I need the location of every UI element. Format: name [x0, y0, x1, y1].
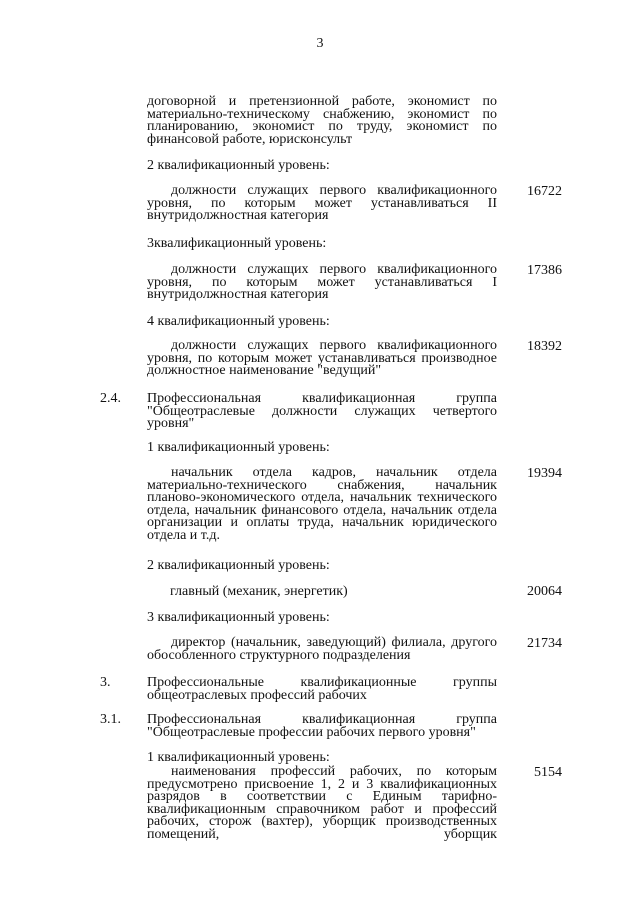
group-2-4-level-2-title: 2 квалификационный уровень:: [147, 558, 330, 573]
section-3-title: Профессиональные квалификационные группы общеотраслевых профессий рабочих: [147, 675, 497, 703]
group-3-1-number: 3.1.: [100, 712, 121, 727]
group-2-4-level-2-amount: 20064: [527, 584, 562, 599]
group-3-1-level-1-text: наименования профессий рабочих, по которым предусмотрено присвоение 1, 2 и 3 квалификационных разрядов в соответствии с Единым тарифно-квалификационным справочником работ и профессий рабочих, сторож (вахтер), уборщик производственных помещений, уборщик: [147, 764, 497, 842]
level-2-title: 2 квалификационный уровень:: [147, 158, 330, 173]
group-2-4-level-3-title: 3 квалификационный уровень:: [147, 610, 330, 625]
level-4-text: должности служащих первого квалификационного уровня, по которым может устанавливаться производное должностное наименование "ведущий": [147, 338, 497, 379]
group-3-1-level-1-title: 1 квалификационный уровень:: [147, 750, 330, 765]
group-2-4-level-3-amount: 21734: [527, 636, 562, 651]
level-4-amount: 18392: [527, 339, 562, 354]
page-number: 3: [316, 36, 324, 51]
level-2-text: должности служащих первого квалификационного уровня, по которым может устанавливаться II внутридолжностная категория: [147, 183, 497, 224]
group-2-4-level-3-text: директор (начальник, заведующий) филиала, другого обособленного структурного подразделения: [147, 635, 497, 663]
group-2-4-title: Профессиональная квалификационная группа "Общеотраслевые должности служащих четвертого уровня": [147, 391, 497, 432]
group-2-4-level-1-title: 1 квалификационный уровень:: [147, 440, 330, 455]
level-3-title: 3квалификационный уровень:: [147, 236, 327, 251]
group-2-4-level-2-text: главный (механик, энергетик): [170, 584, 348, 599]
group-3-1-level-1-amount: 5154: [534, 765, 562, 780]
level-2-amount: 16722: [527, 184, 562, 199]
level-3-amount: 17386: [527, 263, 562, 278]
intro-continuation: договорной и претензионной работе, экономист по материально-техническому снабжению, экономист по планированию, экономист по труду, экономист по финансовой работе, юрисконсульт: [147, 94, 497, 147]
level-3-text: должности служащих первого квалификационного уровня, по которым может устанавливаться I внутридолжностная категория: [147, 262, 497, 303]
level-4-title: 4 квалификационный уровень:: [147, 314, 330, 329]
group-3-1-title: Профессиональная квалификационная группа "Общеотраслевые профессии рабочих первого уровня": [147, 712, 497, 740]
group-2-4-number: 2.4.: [100, 391, 121, 406]
group-2-4-level-1-text: начальник отдела кадров, начальник отдела материально-технического снабжения, начальник планово-экономического отдела, начальник технического отдела, начальник финансового отдела, начальник отдела организации и оплаты труда, начальник юридического отдела и т.д.: [147, 465, 497, 543]
group-2-4-level-1-amount: 19394: [527, 466, 562, 481]
section-3-number: 3.: [100, 675, 111, 690]
